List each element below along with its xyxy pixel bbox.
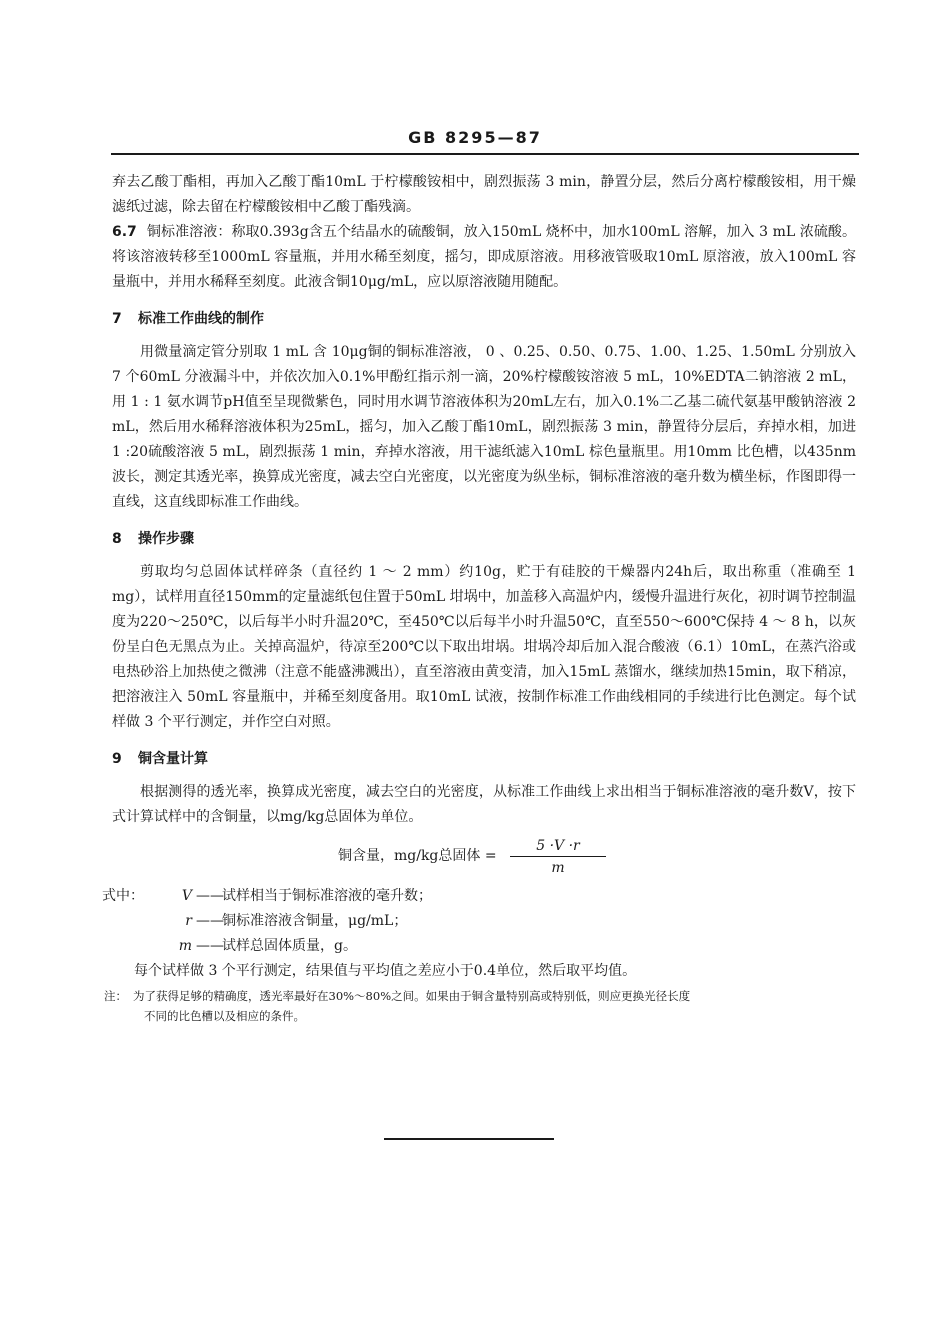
section-9-heading	[112, 747, 856, 772]
note-label: 注：	[104, 989, 127, 1003]
end-rule	[384, 1138, 554, 1140]
note-line-1: 为了获得足够的精确度，透光率最好在30%～80%之间。如果由于铜含量特别高或特别低，则应更换光径长度	[133, 989, 691, 1003]
document-body	[102, 170, 856, 1026]
variable-definitions	[102, 884, 856, 959]
variable-symbol: V	[181, 888, 192, 904]
standard-code-header: GB 8295—87	[408, 128, 542, 147]
variable-description: 试样总固体质量，g。	[222, 938, 357, 954]
formula-denominator: m	[551, 860, 565, 876]
variable-dash: ——	[196, 913, 224, 929]
section-7-number: 7	[112, 311, 122, 327]
section-9-number: 9	[112, 751, 122, 767]
note-line-2: 不同的比色槽以及相应的条件。	[144, 1009, 305, 1023]
section-7-paragraph: 用微量滴定管分别取 1 mL 含 10μg铜的铜标准溶液， 0 、0.25、0.50、0.75、1.00、1.25、1.50mL 分别放入 7 个60mL 分液漏斗中，并依次加入0.1%甲酚红指示剂一滴，20%柠檬酸铵溶液 5 mL，10%EDTA二钠溶液 2 mL，用 1 : 1 氨水调节pH值至呈现微紫色，同时用水调节溶液体积为20mL左右，加入0.1%二乙基二硫代氨基甲酸钠溶液 2 mL，然后用水稀释溶液体积为25mL，摇匀，加入乙酸丁酯10mL，剧烈振荡 3 min，静置待分层后，弃掉水相，加进 1 :20硫酸溶液 5 mL，剧烈振荡 1 min，弃掉水溶液，用干滤纸滤入10mL 棕色量瓶里。用10mm 比色槽，以435nm 波长，测定其透光率，换算成光密度，减去空白光密度，以光密度为纵坐标，铜标准溶液的毫升数为横坐标，作图即得一直线，这直线即标准工作曲线。	[112, 344, 856, 510]
section-9-title: 铜含量计算	[138, 751, 208, 767]
clause-6-7-text: 铜标准溶液：称取0.393g含五个结晶水的硫酸铜，放入150mL 烧杯中，加水100mL 溶解，加入 3 mL 浓硫酸。将该溶液转移至1000mL 容量瓶，并用水稀至刻度，摇匀，即成原溶液。用移液管吸取10mL 原溶液，放入100mL 容量瓶中，并用水稀释至刻度。此液含铜10μg/mL，应以原溶液随用随配。	[112, 224, 856, 290]
section-8-heading	[112, 527, 856, 552]
variable-row	[102, 884, 856, 909]
variable-row	[112, 909, 856, 934]
clause-6-7	[112, 220, 856, 295]
header-rule	[111, 153, 859, 155]
variable-dash: ——	[196, 938, 224, 954]
formula-fraction	[510, 836, 606, 879]
variable-description: 铜标准溶液含铜量，μg/mL；	[222, 913, 408, 929]
variable-row	[112, 934, 856, 959]
formula-lhs: 铜含量，mg/kg总固体 =	[338, 848, 497, 864]
section-8-number: 8	[112, 531, 122, 547]
section-7-title: 标准工作曲线的制作	[138, 311, 264, 327]
clause-6-7-number: 6.7	[112, 224, 137, 240]
where-lead: 式中：	[102, 888, 144, 904]
section-7-heading	[112, 307, 856, 332]
variable-symbol: r	[185, 913, 192, 929]
copper-content-formula	[112, 836, 856, 882]
continuation-paragraph: 弃去乙酸丁酯相，再加入乙酸丁酯10mL 于柠檬酸铵相中，剧烈振荡 3 min，静置分层，然后分离柠檬酸铵相，用干燥滤纸过滤，除去留在柠檬酸铵相中乙酸丁酯残滴。	[112, 174, 856, 215]
variable-symbol: m	[178, 938, 192, 954]
section-8-title: 操作步骤	[138, 531, 194, 547]
section-9-paragraph: 根据测得的透光率，换算成光密度，减去空白的光密度，从标准工作曲线上求出相当于铜标准溶液的毫升数V，按下式计算试样中的含铜量，以mg/kg总固体为单位。	[112, 784, 856, 825]
section-8-paragraph: 剪取均匀总固体试样碎条（直径约 1 ～ 2 mm）约10g，贮于有硅胶的干燥器内24h后，取出称重（准确至 1 mg），试样用直径150mm的定量滤纸包住置于50mL 坩埚中，加盖移入高温炉内，缓慢升温进行灰化，初时调节控制温度为220～250℃，以后每半小时升温20℃，至450℃以后每半小时升温50℃，直至550～600℃保持 4 ～ 8 h，以灰份呈白色无黑点为止。关掉高温炉，待凉至200℃以下取出坩埚。坩埚冷却后加入混合酸液（6.1）10mL，在蒸汽浴或电热砂浴上加热使之微沸（注意不能盛沸溅出），直至溶液由黄变清，加入15mL 蒸馏水，继续加热15min，取下稍凉，把溶液注入 50mL 容量瓶中，并稀至刻度备用。取10mL 试液，按制作标准工作曲线相同的手续进行比色测定。每个试样做 3 个平行测定，并作空白对照。	[112, 564, 856, 730]
variable-dash: ——	[196, 888, 224, 904]
footnote	[104, 986, 856, 1026]
closing-sentence: 每个试样做 3 个平行测定，结果值与平均值之差应小于0.4单位，然后取平均值。	[134, 963, 637, 979]
variable-description: 试样相当于铜标准溶液的毫升数；	[222, 888, 432, 904]
formula-numerator: 5 ·V ·r	[510, 836, 606, 857]
